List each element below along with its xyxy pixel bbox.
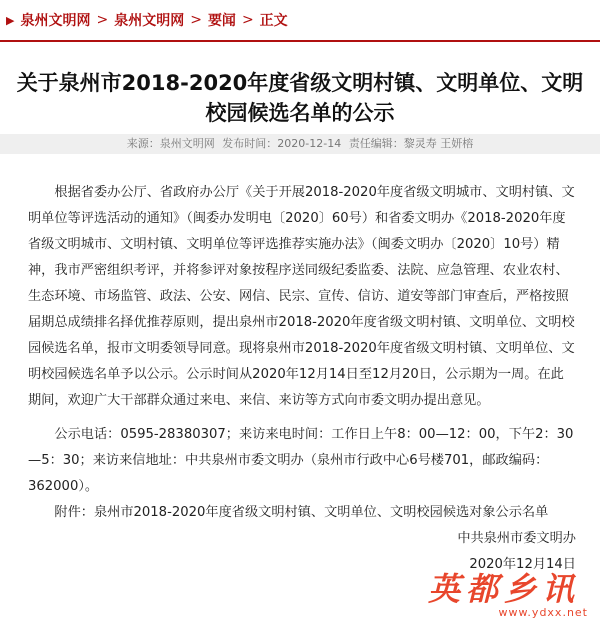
signature: 中共泉州市委文明办 bbox=[457, 531, 576, 546]
watermark-logo-text: 英都乡讯 bbox=[428, 570, 581, 608]
breadcrumb-separator-icon: > bbox=[96, 12, 109, 28]
breadcrumb-arrow-icon: ▶ bbox=[6, 13, 15, 27]
contact-paragraph: 公示电话：0595-28380307；来访来电时间：工作日上午8：00—12：00，下午2：30—5：30；来访来信地址：中共泉州市委文明办（泉州市行政中心6号楼701，邮政编码：362000）。 bbox=[28, 427, 574, 494]
breadcrumb-link-home[interactable]: 泉州文明网 bbox=[20, 13, 91, 29]
breadcrumb-separator-icon: > bbox=[241, 12, 254, 28]
article-meta bbox=[0, 134, 600, 154]
breadcrumb-separator-icon: > bbox=[190, 12, 202, 28]
meta-source: 来源：泉州文明网 bbox=[126, 137, 215, 150]
signature-date: 2020年12月14日 bbox=[469, 557, 576, 572]
article-title: 关于泉州市2018-2020年度省级文明村镇、文明单位、文明校园候选名单的公示 bbox=[16, 71, 584, 125]
body-paragraph: 根据省委办公厅、省政府办公厅《关于开展2018-2020年度省级文明城市、文明村镇、文明单位等评选活动的通知》（闽委办发明电〔2020〕60号）和省委文明办《2018-2020年度省级文明城市、文明村镇、文明单位等评选推荐实施办法》（闽委文明办〔2020〕10号）精神，我市严密组织考评，并将参评对象按程序送同级纪委监委、法院、应急管理、农业农村、生态环境、市场监管、政法、公安、网信、民宗、宣传、信访、道安等部门审查后，严格按照届期总成绩排名择优推荐原则，提出泉州市2018-2020年度省级文明村镇、文明单位、文明校园候选名单，报市文明委领导同意。现将泉州市2018-2020年度省级文明村镇、文明单位、文明校园候选名单予以公示。公示时间从2020年12月14日至12月20日，公示期为一周。在此期间，欢迎广大干部群众通过来电、来信、来访等方式向市委文明办提出意见。 bbox=[28, 185, 575, 408]
breadcrumb-current: 正文 bbox=[259, 13, 288, 29]
header-divider bbox=[0, 40, 600, 42]
breadcrumb-link-news[interactable]: 要闻 bbox=[207, 13, 236, 29]
watermark-url: www.ydxx.net bbox=[498, 606, 588, 619]
watermark bbox=[428, 572, 588, 624]
breadcrumb bbox=[0, 6, 600, 34]
meta-editor: 责任编辑：黎灵寿 王妍榕 bbox=[348, 137, 474, 150]
attachment-line: 附件：泉州市2018-2020年度省级文明村镇、文明单位、文明校园候选对象公示名单 bbox=[54, 505, 549, 520]
article-body bbox=[28, 180, 576, 578]
breadcrumb-link-site[interactable]: 泉州文明网 bbox=[114, 13, 185, 29]
meta-publish-time: 发布时间：2020-12-14 bbox=[222, 137, 342, 150]
